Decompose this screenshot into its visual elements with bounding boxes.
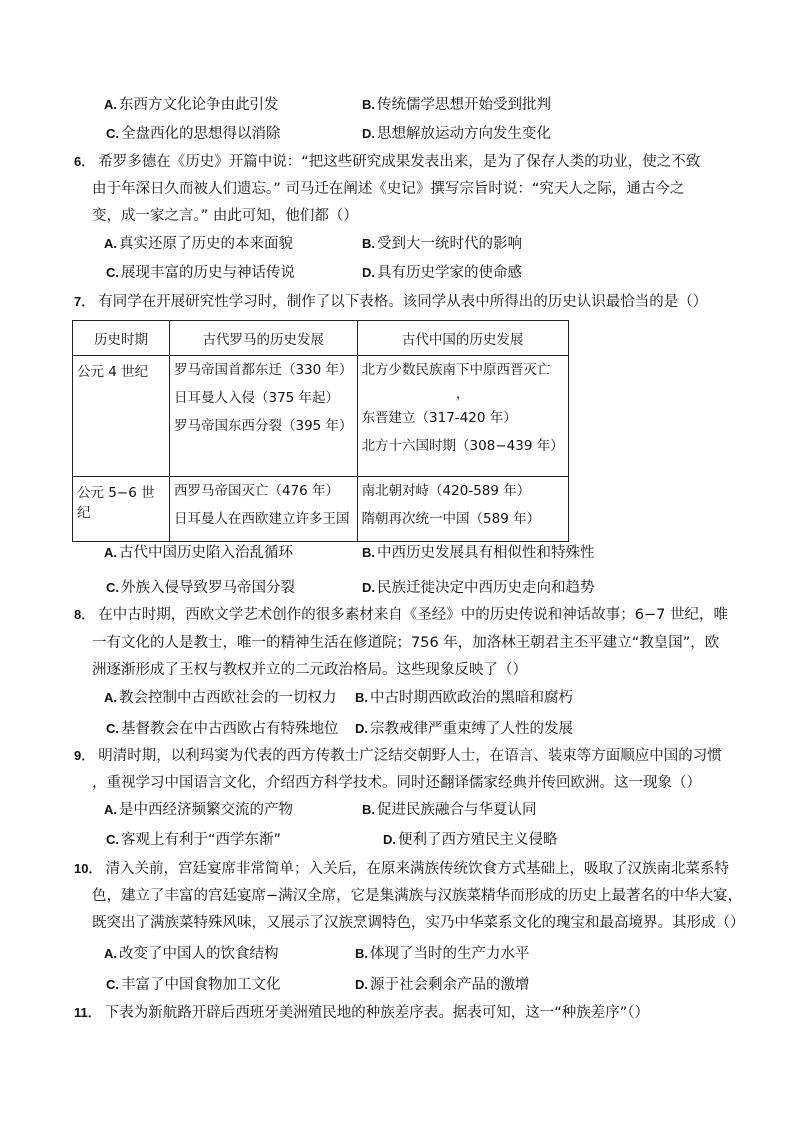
q6-stem-line-1: 6． 希罗多德在《历史》开篇中说：“把这些研究成果发表出来，是为了保存人类的功业，使之不致 [74,154,701,170]
q10-option-b[interactable]: B. 体现了当时的生产力水平 [355,946,530,962]
q9-number: 9． [74,748,95,763]
q7-stem: 7． 有同学在开展研究性学习时，制作了以下表格。该同学从表中所得出的历史认识最恰当的是（） [74,294,708,310]
q6-stem-line-3: 变，成一家之言。” 由此可知，他们都（） [92,208,358,224]
header-china: 古代中国的历史发展 [357,321,568,356]
q11-stem: 11． 下表为新航路开辟后西班牙美洲殖民地的种族差序表。据表可知，这一“种族差序”（） [74,1005,650,1021]
q9-stem-line-2: ，重视学习中国语言文化，介绍西方科学技术。同时还翻译儒家经典并传回欧洲。这一现象（） [92,775,701,791]
table-row [73,477,569,542]
q10-stem-line-2: 色，建立了丰富的宫廷宴席−满汉全席，它是集满族与汉族菜精华而形成的历史上最著名的中华大宴， [92,888,743,904]
q10-number: 10． [74,861,102,876]
q7-option-c[interactable]: C. 外族入侵导致罗马帝国分裂 [106,580,295,596]
q7-option-b[interactable]: B. 中西历史发展具有相似性和特殊性 [362,545,595,561]
q8-option-c[interactable]: C. 基督教会在中古西欧占有特殊地位 [106,721,339,737]
q5-option-b[interactable]: B. 传统儒学思想开始受到批判 [362,97,551,113]
q10-option-d[interactable]: D. 源于社会剩余产品的激增 [355,977,530,993]
row2-rome: 西罗马帝国灭亡（476 年） 日耳曼人在西欧建立许多王国 [170,477,358,542]
q8-option-d[interactable]: D. 宗教戒律严重束缚了人性的发展 [355,721,573,737]
q8-number: 8． [74,607,95,622]
q11-number: 11． [74,1005,101,1020]
q6-option-b[interactable]: B. 受到大一统时代的影响 [362,236,522,252]
table-header-row [73,321,569,356]
q10-stem-line-3: 既突出了满族菜特殊风味，又展示了汉族烹调特色，实乃中华菜系文化的瑰宝和最高境界。其形成（） [92,915,745,931]
q5-option-c[interactable]: C. 全盘西化的思想得以消除 [106,126,281,142]
q7-option-a[interactable]: A. 古代中国历史陷入治乱循环 [104,545,293,561]
q10-option-a[interactable]: A. 改变了中国人的饮食结构 [104,946,279,962]
q8-option-b[interactable]: B. 中古时期西欧政治的黑暗和腐朽 [355,690,573,706]
q5-option-d[interactable]: D. 思想解放运动方向发生变化 [362,126,551,142]
q8-option-a[interactable]: A. 教会控制中古西欧社会的一切权力 [104,690,337,706]
q9-option-c[interactable]: C. 客观上有利于“西学东渐” [106,832,282,848]
q5-option-a[interactable]: A. 东西方文化论争由此引发 [104,97,279,113]
q9-option-a[interactable]: A. 是中西经济频繁交流的产物 [104,802,293,818]
q7-option-d[interactable]: D. 民族迁徙决定中西历史走向和趋势 [362,580,595,596]
q6-option-c[interactable]: C. 展现丰富的历史与神话传说 [106,265,295,281]
table-row [73,356,569,477]
q7-number: 7． [74,294,95,309]
q10-option-c[interactable]: C. 丰富了中国食物加工文化 [106,977,281,993]
q6-option-d[interactable]: D. 具有历史学家的使命感 [362,265,522,281]
q8-stem-line-3: 洲逐渐形成了王权与教权并立的二元政治格局。这些现象反映了（） [92,662,527,678]
q6-stem-line-2: 由于年深日久而被人们遗忘。” 司马迁在阐述《史记》撰写宗旨时说：“究天人之际，通古今之 [92,181,685,197]
q10-stem-line-1: 10． 清入关前，宫廷宴席非常简单；入关后，在原来满族传统饮食方式基础上，吸取了汉族南北菜系特 [74,861,729,877]
row2-period: 公元 5−6 世纪 [73,477,170,542]
q9-option-b[interactable]: B. 促进民族融合与华夏认同 [362,802,537,818]
history-comparison-table [72,320,569,542]
row1-period: 公元 4 世纪 [73,356,170,477]
row2-china: 南北朝对峙（420-589 年） 隋朝再次统一中国（589 年） [357,477,568,542]
q8-stem-line-2: 一有文化的人是教士，唯一的精神生活在修道院；756 年，加洛林王朝君主丕平建立“教皇国”，欧 [92,635,720,651]
q9-option-d[interactable]: D. 便利了西方殖民主义侵略 [383,832,558,848]
q6-option-a[interactable]: A. 真实还原了历史的本来面貌 [104,236,293,252]
row1-rome: 罗马帝国首都东迁（330 年） 日耳曼人入侵（375 年起） 罗马帝国东西分裂（395 年） [170,356,358,477]
row1-china: 北方少数民族南下中原西晋灭亡 ， 东晋建立（317-420 年） 北方十六国时期（308−439 年） [357,356,568,477]
header-rome: 古代罗马的历史发展 [170,321,358,356]
header-period: 历史时期 [73,321,170,356]
q9-stem-line-1: 9． 明清时期，以利玛窦为代表的西方传教士广泛结交朝野人士，在语言、装束等方面顺应中国的习惯 [74,748,722,764]
q8-stem-line-1: 8． 在中古时期，西欧文学艺术创作的很多素材来自《圣经》中的历史传说和神话故事；6−7 世纪，唯 [74,607,728,623]
q6-number: 6． [74,154,95,169]
